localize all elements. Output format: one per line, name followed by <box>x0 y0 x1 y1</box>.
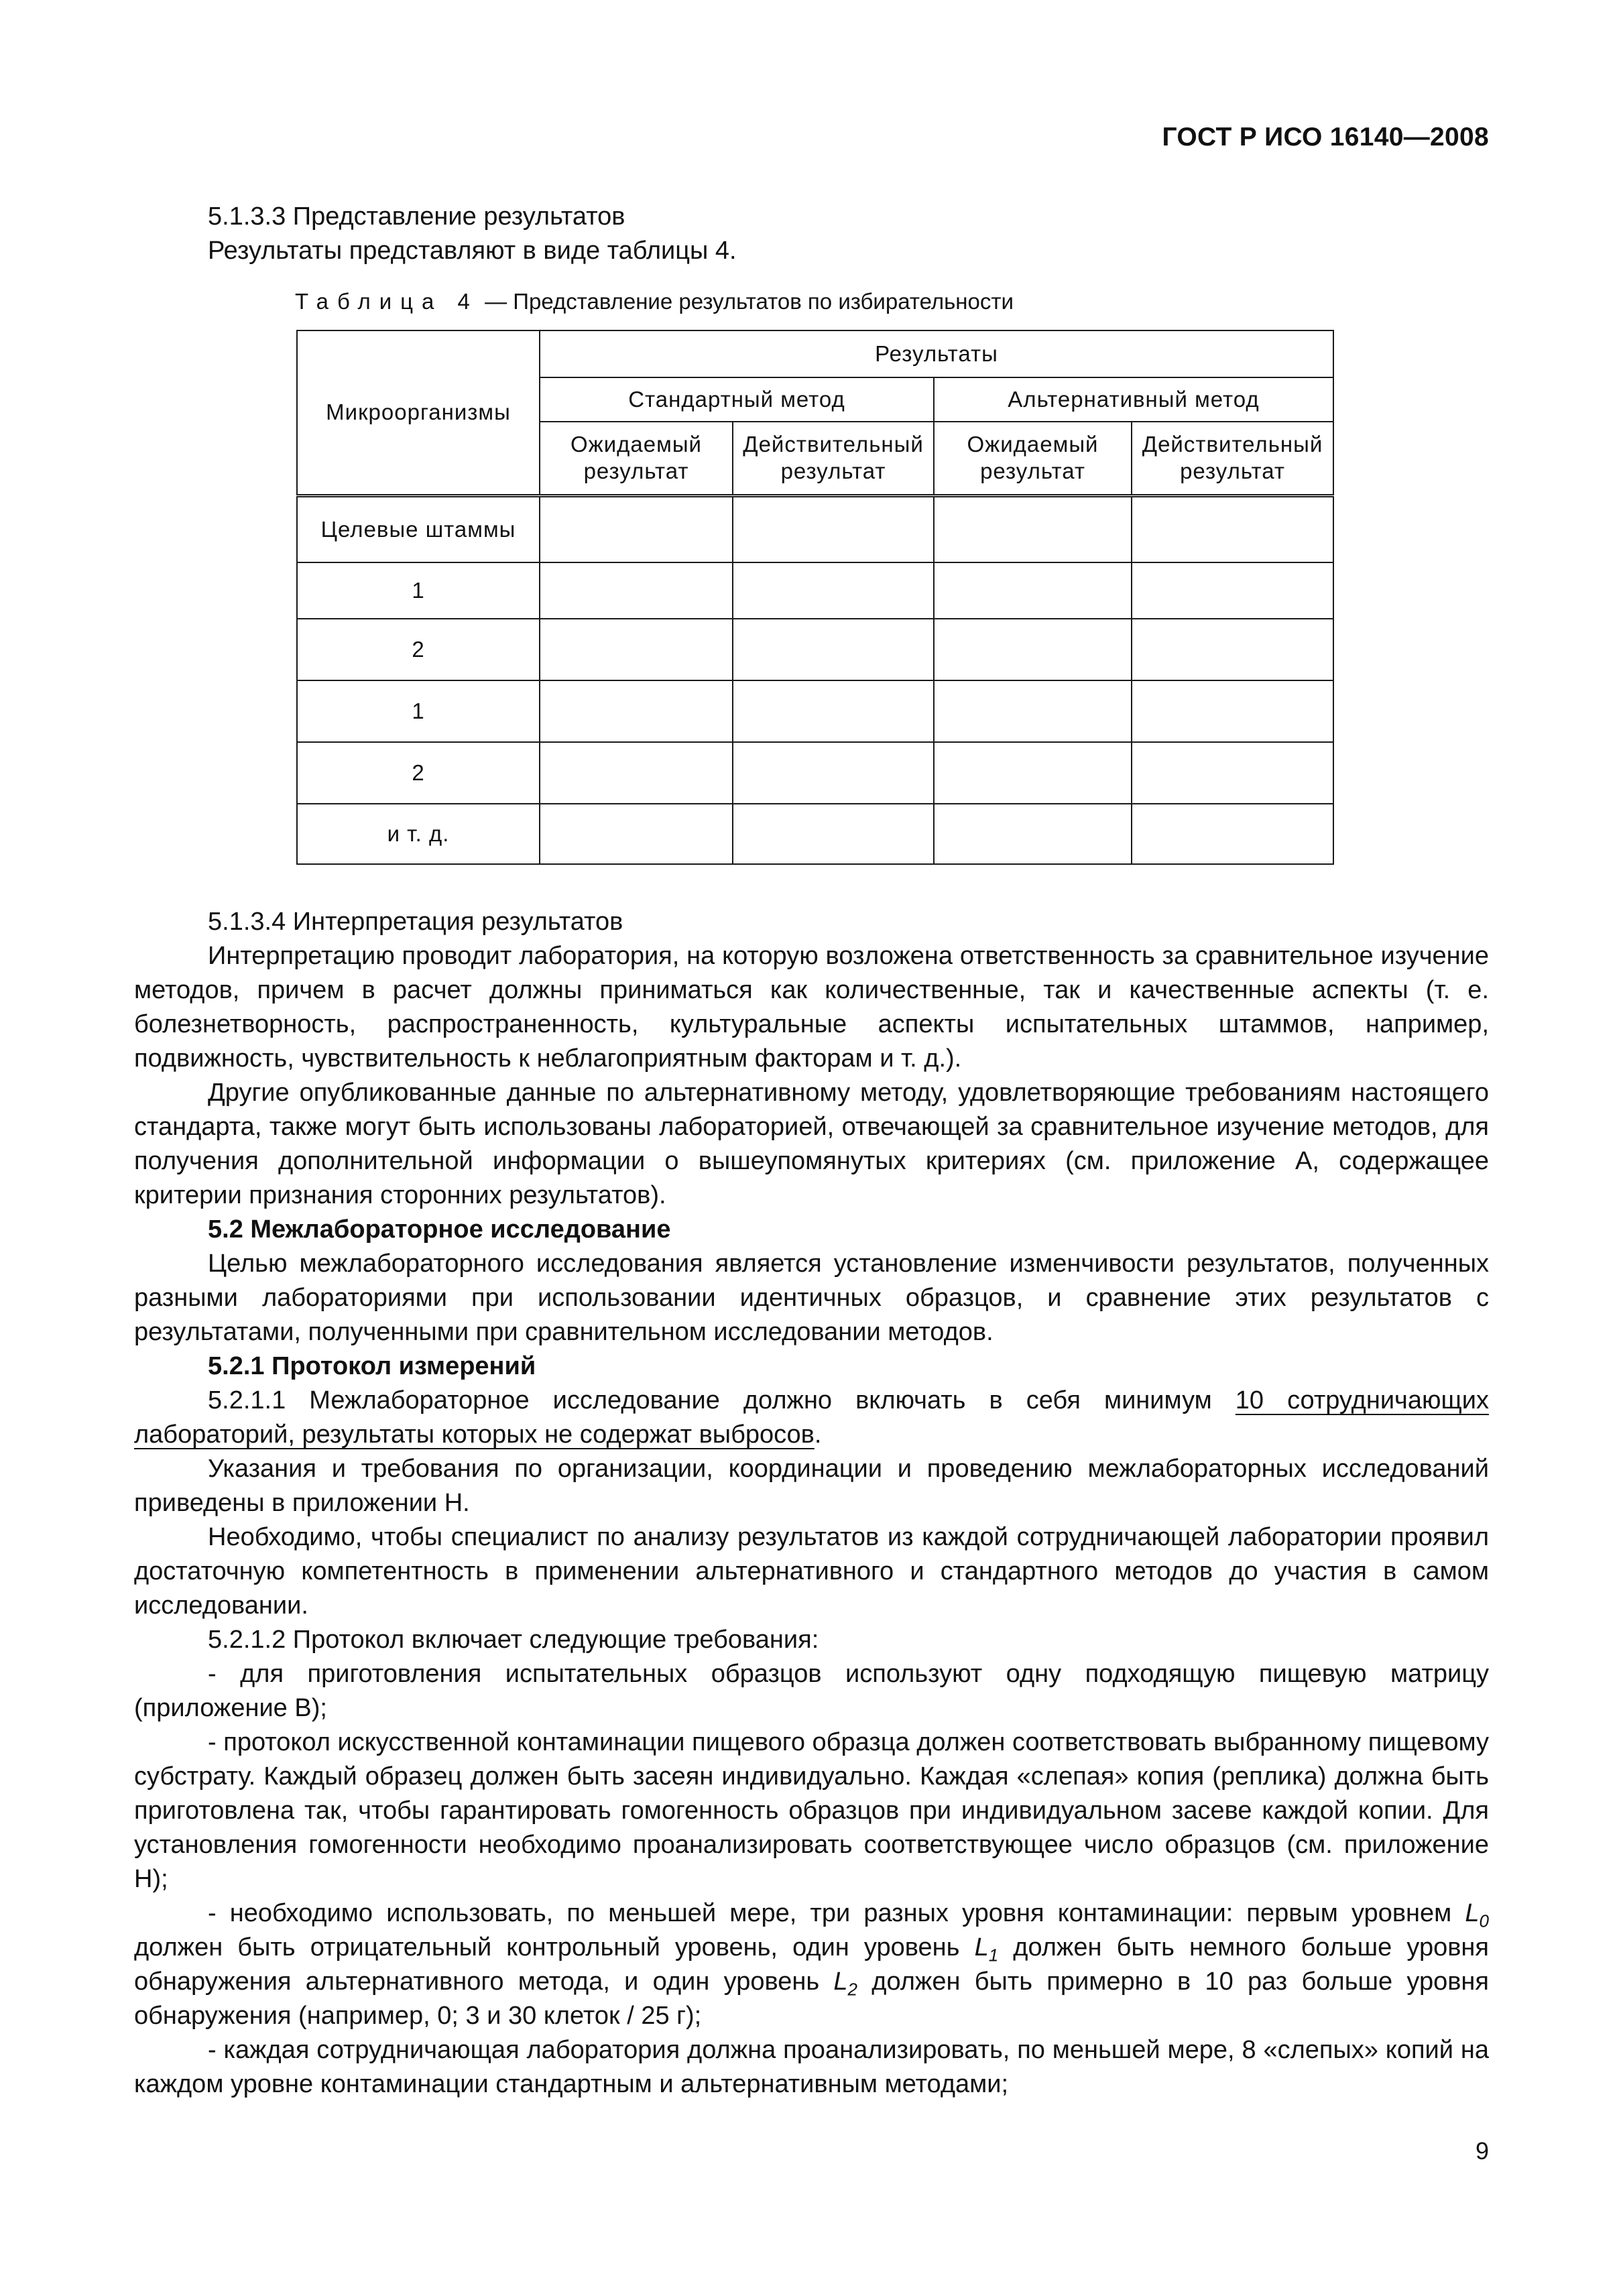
variable-L0: $L_0$ <box>1465 1899 1489 1931</box>
table-cell <box>733 680 934 742</box>
header-microorganisms: Микроорганизмы <box>297 330 540 495</box>
section-52-paragraph: Целью межлабораторного исследования является установление изменчивости результатов, полученных разными лабораториями при использовании идентичных образцов, и сравнение этих результатов с результатами, полученными при сравнительном исследовании методов. <box>134 1250 1489 1346</box>
header-alternative-actual: Действительный результат <box>1132 422 1333 495</box>
row-label: 1 <box>297 562 540 619</box>
table-cell <box>1132 619 1333 680</box>
table-row <box>297 804 1333 864</box>
table-row <box>297 742 1333 804</box>
table-cell <box>733 619 934 680</box>
header-standard-expected: Ожидаемый результат <box>540 422 733 495</box>
header-alternative-method: Альтернативный метод <box>934 377 1333 422</box>
header-standard-method: Стандартный метод <box>540 377 934 422</box>
table-cell <box>1132 562 1333 619</box>
header-standard-actual: Действительный результат <box>733 422 934 495</box>
table-cell <box>733 742 934 804</box>
header-alternative-expected: Ожидаемый результат <box>934 422 1132 495</box>
row-label: и т. д. <box>297 804 540 864</box>
table-cell <box>540 804 733 864</box>
table-cell <box>540 562 733 619</box>
selectivity-results-table <box>296 330 1334 865</box>
table-cell <box>540 742 733 804</box>
section-5134-paragraph-1: Интерпретацию проводит лаборатория, на которую возложена ответственность за сравнительное изучение методов, причем в расчет должны приниматься как количественные, так и качественные аспекты (т. е. болезнетворность, распространенность, культуральные аспекты испытательных штаммов, например, подвижность, чувствительность к неблагоприятным факторам и т. д.). <box>134 942 1489 1073</box>
section-521-paragraph-3: Необходимо, чтобы специалист по анализу результатов из каждой сотрудничающей лаборатории проявил достаточную компетентность в применении альтернативного и стандартного методов до участия в самом исследовании. <box>134 1523 1489 1620</box>
table-cell <box>934 804 1132 864</box>
table-row <box>297 680 1333 742</box>
table-cell <box>934 742 1132 804</box>
row-label: Целевые штаммы <box>297 495 540 562</box>
section-5134-heading: 5.1.3.4 Интерпретация результатов <box>208 908 623 936</box>
table-caption-rest: — Представление результатов по избирательности <box>485 289 1014 314</box>
section-5134-paragraph-2: Другие опубликованные данные по альтернативному методу, удовлетворяющие требованиям настоящего стандарта, также могут быть использованы лабораторией, отвечающей за сравнительное изучение методов, для получения дополнительной информации о вышеупомянутых критериях (см. приложение А, содержащее критерии признания сторонних результатов). <box>134 1079 1489 1209</box>
underlined-requirement: 10 сотрудничающих лабораторий, результаты которых не содержат выбросов <box>134 1386 1489 1449</box>
table-cell <box>733 562 934 619</box>
header-results: Результаты <box>540 330 1333 377</box>
section-5211-paragraph: 5.2.1.1 Межлабораторное исследование должно включать в себя минимум 10 сотрудничающих лабораторий, результаты которых не содержат выбросов. <box>134 1386 1489 1449</box>
table-cell <box>540 495 733 562</box>
section-521-heading: 5.2.1 Протокол измерений <box>208 1352 536 1380</box>
table-caption <box>295 288 1489 315</box>
table-cell <box>540 619 733 680</box>
variable-L1: $L_1$ <box>974 1933 999 1966</box>
row-label: 2 <box>297 619 540 680</box>
requirement-item-4: - каждая сотрудничающая лаборатория должна проанализировать, по меньшей мере, 8 «слепых» копий на каждом уровне контаминации стандартным и альтернативным методами; <box>134 2036 1489 2098</box>
table-cell <box>934 619 1132 680</box>
table-cell <box>1132 495 1333 562</box>
variable-L2: $L_2$ <box>833 1968 858 2000</box>
table-row <box>297 562 1333 619</box>
section-5212-paragraph: 5.2.1.2 Протокол включает следующие требования: <box>208 1626 819 1654</box>
table-cell <box>733 804 934 864</box>
row-label: 1 <box>297 680 540 742</box>
table-row <box>297 619 1333 680</box>
page-content <box>134 200 1489 2102</box>
table-cell <box>733 495 934 562</box>
section-5133-heading: 5.1.3.3 Представление результатов <box>208 202 625 231</box>
requirement-item-2: - протокол искусственной контаминации пищевого образца должен соответствовать выбранному пищевому субстрату. Каждый образец должен быть засеян индивидуально. Каждая «слепая» копия (реплика) должна быть приготовлена так, чтобы гарантировать гомогенность образцов при индивидуальном засеве каждой копии. Для установления гомогенности необходимо проанализировать соответствующее число образцов (см. приложение Н); <box>134 1728 1489 1893</box>
standard-header: ГОСТ Р ИСО 16140—2008 <box>1162 123 1489 152</box>
table-cell <box>1132 680 1333 742</box>
table-cell <box>934 495 1132 562</box>
row-label: 2 <box>297 742 540 804</box>
table-caption-word: Таблица 4 <box>295 289 479 314</box>
section-52-heading: 5.2 Межлабораторное исследование <box>208 1215 671 1244</box>
page-number: 9 <box>1475 2137 1489 2165</box>
requirement-item-3: - необходимо использовать, по меньшей мере, три разных уровня контаминации: первым уровнем $L_0$ должен быть отрицательный контрольный уровень, один уровень $L_1$ должен быть немного больше уровня обнаружения альтернативного метода, и один уровень $L_2$ должен быть примерно в 10 раз больше уровня обнаружения (например, 0; 3 и 30 клеток / 25 г); <box>134 1899 1489 2030</box>
table-row <box>297 495 1333 562</box>
section-521-paragraph-2: Указания и требования по организации, координации и проведению межлабораторных исследований приведены в приложении Н. <box>134 1455 1489 1517</box>
requirement-item-1: - для приготовления испытательных образцов используют одну подходящую пищевую матрицу (приложение В); <box>134 1660 1489 1722</box>
table-cell <box>934 680 1132 742</box>
table-cell <box>1132 804 1333 864</box>
table-cell <box>1132 742 1333 804</box>
section-5133-text: Результаты представляют в виде таблицы 4. <box>208 237 737 265</box>
table-cell <box>934 562 1132 619</box>
table-cell <box>540 680 733 742</box>
